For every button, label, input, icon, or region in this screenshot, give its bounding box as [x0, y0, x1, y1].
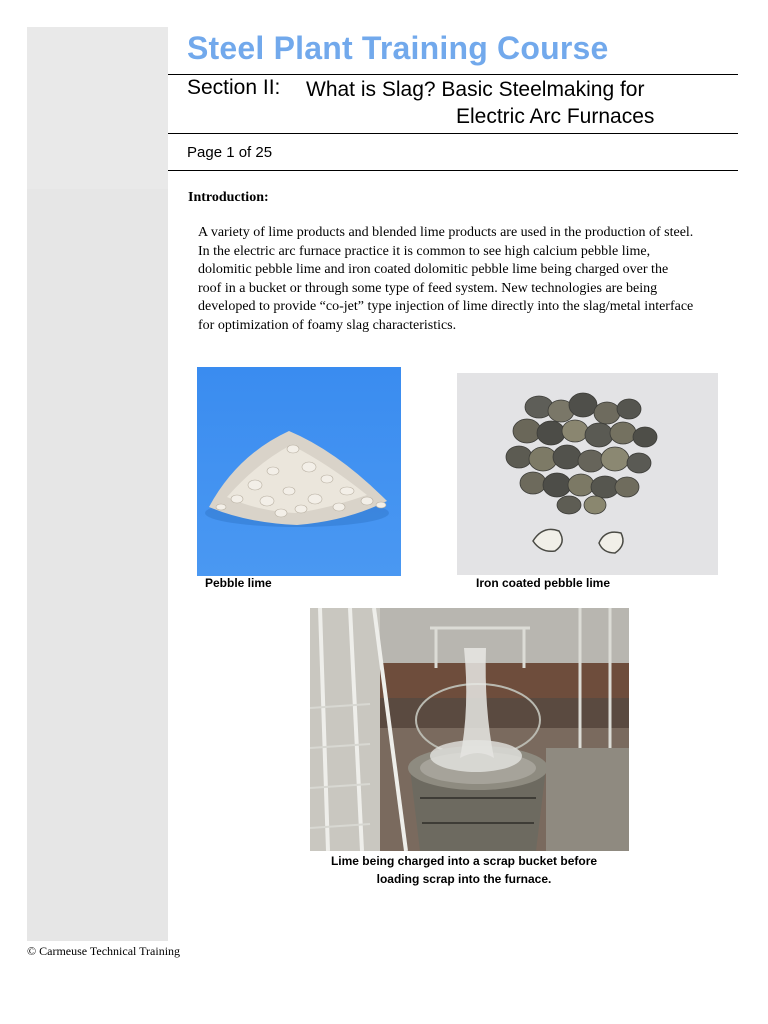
header-rule-middle: [168, 133, 738, 134]
iron-coated-lime-photo: [457, 373, 718, 575]
page-indicator: Page 1 of 25: [187, 144, 273, 161]
bucket-caption-line2: loading scrap into the furnace.: [376, 872, 552, 886]
header-rule-bottom: [168, 170, 738, 171]
section-title-line2: Electric Arc Furnaces: [456, 105, 655, 128]
iron-coated-caption: Iron coated pebble lime: [476, 576, 611, 590]
course-title: Steel Plant Training Course: [187, 30, 609, 66]
intro-heading: Introduction:: [188, 190, 269, 205]
intro-line: developed to provide “co-jet” type injection of lime directly into the slag/metal interface: [198, 299, 694, 314]
bucket-caption-line1: Lime being charged into a scrap bucket before: [330, 854, 598, 868]
sidebar-header-block: [27, 27, 168, 189]
bucket-caption: [304, 852, 624, 888]
header-rule-top: [168, 74, 738, 75]
intro-line: dolomitic pebble lime and iron coated dolomitic pebble lime being charged over the: [198, 262, 669, 277]
intro-line: for optimization of foamy slag characteristics.: [198, 317, 457, 333]
footer-copyright: © Carmeuse Technical Training: [27, 944, 181, 958]
intro-line: roof in a bucket or through some type of feed system. New technologies are being: [198, 280, 658, 296]
intro-line: In the electric arc furnace practice it is common to see high calcium pebble lime,: [198, 243, 651, 259]
section-title: [306, 76, 654, 130]
pebble-lime-photo: [197, 367, 401, 576]
section-label: Section II:: [187, 76, 281, 99]
intro-paragraph: [198, 224, 738, 335]
pebble-lime-caption: Pebble lime: [205, 576, 272, 590]
intro-line: A variety of lime products and blended lime products are used in the production of steel.: [198, 225, 694, 240]
section-title-line1: What is Slag? Basic Steelmaking for: [306, 78, 645, 101]
scrap-bucket-photo: [310, 608, 629, 851]
